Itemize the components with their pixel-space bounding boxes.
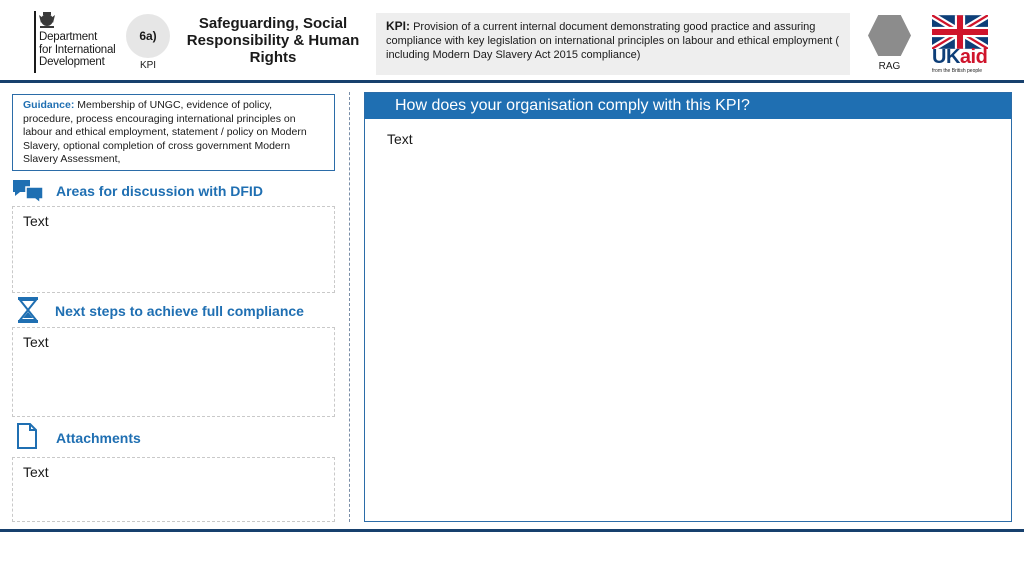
dfid-line-1: Department — [39, 31, 98, 43]
document-icon — [16, 423, 38, 449]
union-flag-icon — [932, 15, 988, 49]
next-steps-heading: Next steps to achieve full compliance — [55, 303, 304, 319]
kpi-badge-label: KPI — [139, 60, 157, 71]
royal-crest-icon — [36, 11, 58, 29]
kpi-number-badge: 6a) — [126, 14, 170, 58]
next-steps-textbox[interactable]: Text — [12, 327, 335, 417]
column-divider — [349, 92, 350, 522]
rag-label: RAG — [878, 61, 901, 72]
guidance-text: Membership of UNGC, evidence of policy, procedure, process encouraging international principles on labour and ethical employment, statement / policy on Modern Slavery, optional completion of cross government Modern Slavery Assessment, — [23, 99, 307, 165]
page-title: Safeguarding, Social Responsibility & Human Rights — [186, 15, 360, 66]
kpi-description-box — [376, 13, 850, 75]
compliance-response-text[interactable]: Text — [387, 131, 413, 147]
ukaid-logo — [932, 15, 988, 75]
hourglass-icon — [17, 297, 39, 323]
attachments-heading: Attachments — [56, 430, 141, 446]
ukaid-aid: aid — [959, 46, 988, 68]
header-divider — [0, 80, 1024, 83]
compliance-panel — [364, 92, 1012, 522]
dfid-wordmark — [39, 31, 116, 69]
compliance-question: How does your organisation comply with this KPI? — [365, 93, 1011, 119]
ukaid-wordmark — [932, 47, 987, 67]
guidance-box — [12, 94, 335, 171]
dfid-line-2: for International — [39, 43, 116, 56]
discussion-heading: Areas for discussion with DFID — [56, 183, 263, 199]
rag-hexagon-icon[interactable] — [867, 13, 912, 58]
dfid-logo — [34, 11, 126, 73]
ukaid-tagline: from the British people — [932, 68, 983, 74]
speech-bubbles-icon — [12, 178, 44, 204]
kpi-prefix: KPI: — [386, 19, 410, 33]
discussion-textbox[interactable]: Text — [12, 206, 335, 293]
guidance-label: Guidance: — [23, 99, 75, 111]
ukaid-uk: UK — [932, 46, 960, 68]
footer-divider — [0, 529, 1024, 532]
dfid-line-3: Development — [39, 56, 105, 68]
attachments-textbox[interactable]: Text — [12, 457, 335, 522]
kpi-description: Provision of a current internal document demonstrating good practice and assuring compliance with key legislation on international principles on labour and ethical employment ( including Modern Day Slavery Act 2015 compliance) — [386, 21, 840, 61]
